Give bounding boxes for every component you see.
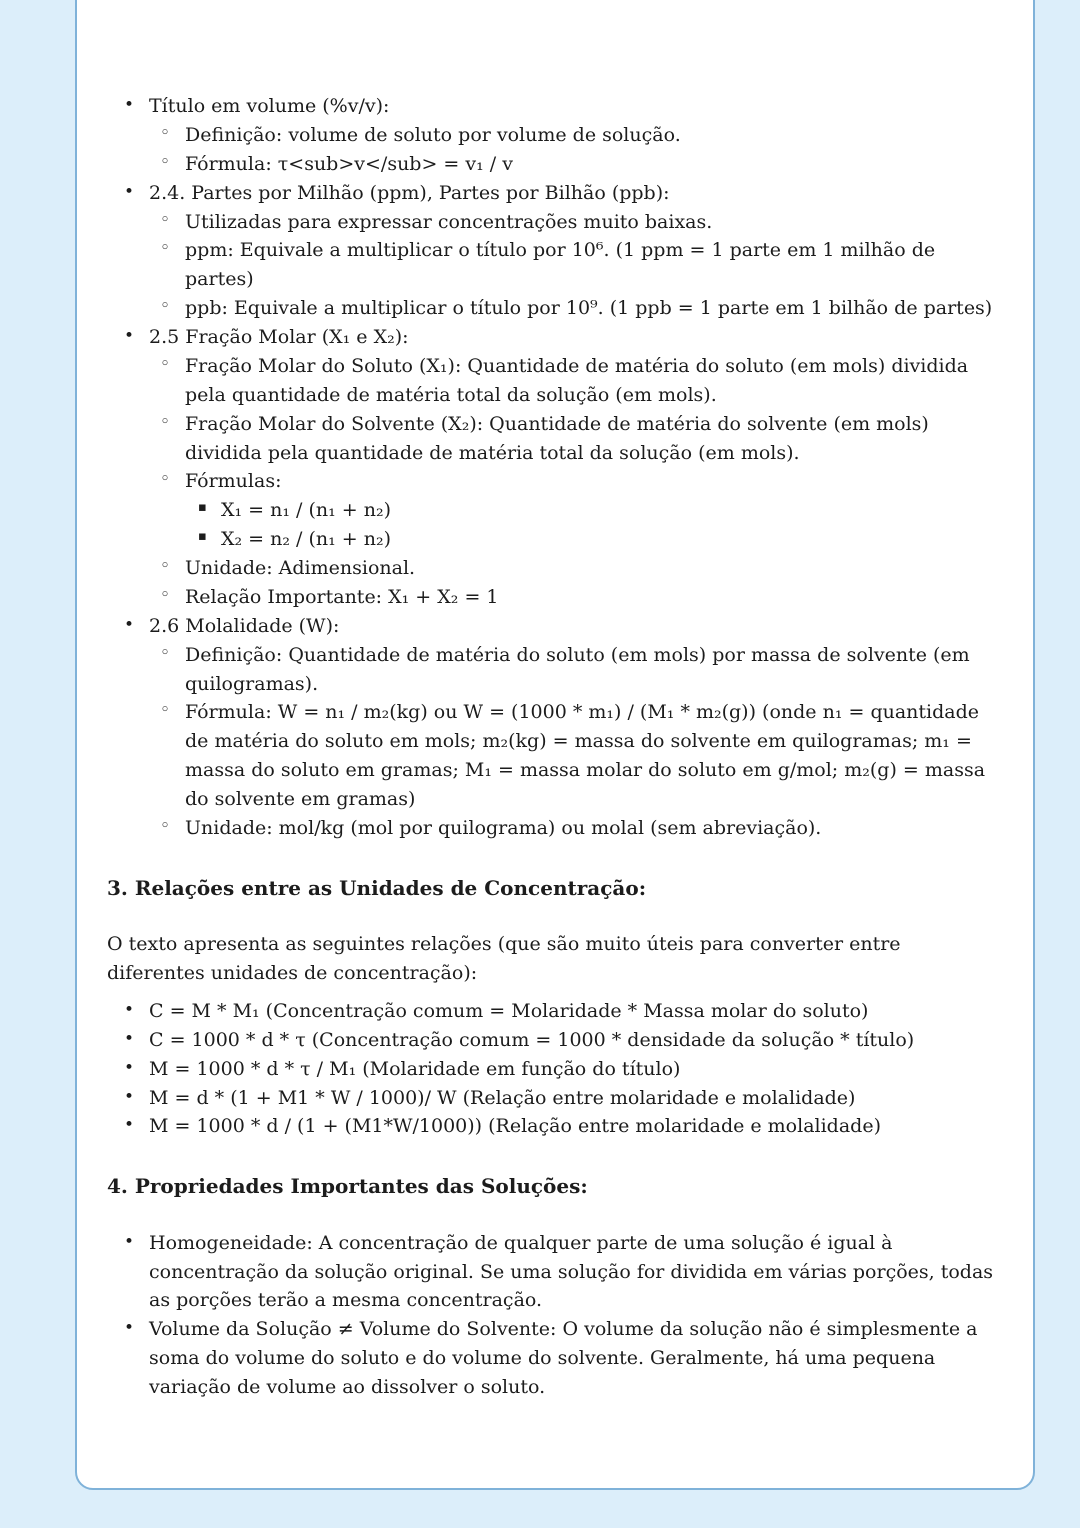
list-item — [124, 179, 995, 208]
circle-bullet-icon: ◦ — [160, 556, 171, 576]
list-item — [124, 1084, 995, 1113]
circle-bullet-icon: ◦ — [160, 151, 171, 172]
list-item — [124, 1112, 995, 1141]
list-item-text: Relação Importante: X₁ + X₂ = 1 — [185, 585, 499, 608]
list-item — [198, 525, 995, 554]
list-item — [124, 612, 995, 641]
list-item-text: Unidade: mol/kg (mol por quilograma) ou molal (sem abreviação). — [185, 816, 822, 839]
list-item — [124, 323, 995, 352]
circle-bullet-icon: ◦ — [160, 209, 171, 230]
bullet-icon: • — [124, 1057, 135, 1078]
list-item-text: C = 1000 * d * τ (Concentração comum = 1000 * densidade da solução * título) — [149, 1028, 915, 1051]
bullet-icon: • — [124, 1115, 135, 1136]
list-item — [124, 1229, 995, 1316]
list-item — [124, 1026, 995, 1055]
square-bullet-icon: ▪ — [198, 500, 207, 516]
bullet-icon: • — [124, 1086, 135, 1107]
list-item — [160, 294, 995, 323]
bullet-icon: • — [124, 1231, 135, 1252]
list-item-text: X₁ = n₁ / (n₁ + n₂) — [221, 499, 392, 522]
list-item — [124, 997, 995, 1026]
list-item-text: M = 1000 * d * τ / M₁ (Molaridade em função do título) — [149, 1057, 681, 1080]
list-item-text: 2.5 Fração Molar (X₁ e X₂): — [149, 326, 409, 348]
bullet-icon: • — [124, 1028, 135, 1049]
document-page — [75, 0, 1035, 1490]
circle-bullet-icon: ◦ — [160, 411, 171, 432]
circle-bullet-icon: ◦ — [160, 700, 171, 721]
paragraph: O texto apresenta as seguintes relações (que são muito úteis para converter entre diferentes unidades de concentração): — [107, 933, 901, 985]
list-item — [160, 583, 995, 612]
circle-bullet-icon: ◦ — [160, 238, 171, 259]
list-item-text: Definição: volume de soluto por volume de solução. — [185, 123, 681, 146]
list-item-text: Volume da Solução ≠ Volume do Solvente: O volume da solução não é simplesmente a soma do volume do soluto e do volume do solvente. Geralmente, há uma pequena variação de volume ao dissolver o soluto. — [149, 1318, 978, 1399]
list-item-text: Título em volume (%v/v): — [149, 95, 390, 117]
list-item-text: 2.4. Partes por Milhão (ppm), Partes por Bilhão (ppb): — [149, 181, 670, 204]
list-item — [160, 467, 995, 496]
list-item — [124, 1055, 995, 1084]
section-heading: 3. Relações entre as Unidades de Concentração: — [107, 875, 647, 900]
circle-bullet-icon: ◦ — [160, 584, 171, 605]
list-item — [198, 496, 995, 525]
list-item — [160, 352, 995, 410]
circle-bullet-icon: ◦ — [160, 815, 171, 836]
list-item-text: Definição: Quantidade de matéria do soluto (em mols) por massa de solvente (em quilogramas). — [185, 643, 970, 695]
section-heading: 4. Propriedades Importantes das Soluções: — [107, 1174, 588, 1199]
bullet-icon: • — [124, 326, 135, 346]
list-item-text: Fórmula: W = n₁ / m₂(kg) ou W = (1000 * m₁) / (M₁ * m₂(g)) (onde n₁ = quantidade de matéria do soluto em mols; m₂(kg) = massa do solvente em quilogramas; m₁ = massa do soluto em gramas; M₁ = massa molar do soluto em g/mol; m₂(g) = massa do solvente em gramas) — [185, 701, 986, 810]
bullet-icon: • — [124, 1318, 135, 1339]
list-item-text: Homogeneidade: A concentração de qualquer parte de uma solução é igual à concentração da solução original. Se uma solução for dividida em várias porções, todas as porções terão a mesma concentração. — [149, 1231, 994, 1312]
list-item — [160, 641, 995, 699]
list-item — [160, 150, 995, 179]
list-item-text: Utilizadas para expressar concentrações muito baixas. — [185, 210, 713, 233]
list-item — [160, 814, 995, 843]
list-item — [160, 121, 995, 150]
page-content — [77, 0, 1033, 1402]
list-item — [160, 554, 995, 583]
list-item — [160, 236, 995, 294]
list-item-text: Fórmulas: — [185, 470, 282, 493]
list-item — [160, 410, 995, 468]
list-item — [160, 698, 995, 814]
bullet-icon: • — [124, 95, 135, 115]
list-item-text: C = M * M₁ (Concentração comum = Molaridade * Massa molar do soluto) — [149, 999, 869, 1022]
list-item-text: ppb: Equivale a multiplicar o título por 10⁹. (1 ppb = 1 parte em 1 bilhão de partes) — [185, 297, 993, 320]
circle-bullet-icon: ◦ — [160, 122, 171, 143]
list-item-text: Fração Molar do Solvente (X₂): Quantidade de matéria do solvente (em mols) dividida pela quantidade de matéria total da solução (em mols). — [185, 412, 929, 464]
list-item — [124, 1315, 995, 1402]
circle-bullet-icon: ◦ — [160, 296, 171, 317]
circle-bullet-icon: ◦ — [160, 353, 171, 374]
list-item-text: Fórmula: τ<sub>v</sub> = v₁ / v — [185, 152, 513, 175]
bullet-icon: • — [124, 999, 135, 1020]
square-bullet-icon: ▪ — [198, 529, 207, 545]
bullet-icon: • — [124, 181, 135, 202]
list-item-text: ppm: Equivale a multiplicar o título por 10⁶. (1 ppm = 1 parte em 1 milhão de partes) — [185, 239, 936, 291]
list-item-text: Unidade: Adimensional. — [185, 557, 416, 579]
bullet-icon: • — [124, 614, 135, 635]
circle-bullet-icon: ◦ — [160, 469, 171, 490]
list-item — [124, 92, 995, 121]
list-item — [160, 208, 995, 237]
list-item-text: 2.6 Molalidade (W): — [149, 614, 340, 637]
list-item-text: X₂ = n₂ / (n₁ + n₂) — [221, 528, 392, 551]
list-item-text: Fração Molar do Soluto (X₁): Quantidade de matéria do soluto (em mols) dividida pela quantidade de matéria total da solução (em mols). — [185, 354, 969, 406]
list-item-text: M = d * (1 + M1 * W / 1000)/ W (Relação entre molaridade e molalidade) — [149, 1086, 856, 1109]
list-item-text: M = 1000 * d / (1 + (M1*W/1000)) (Relação entre molaridade e molalidade) — [149, 1115, 881, 1138]
circle-bullet-icon: ◦ — [160, 642, 171, 663]
